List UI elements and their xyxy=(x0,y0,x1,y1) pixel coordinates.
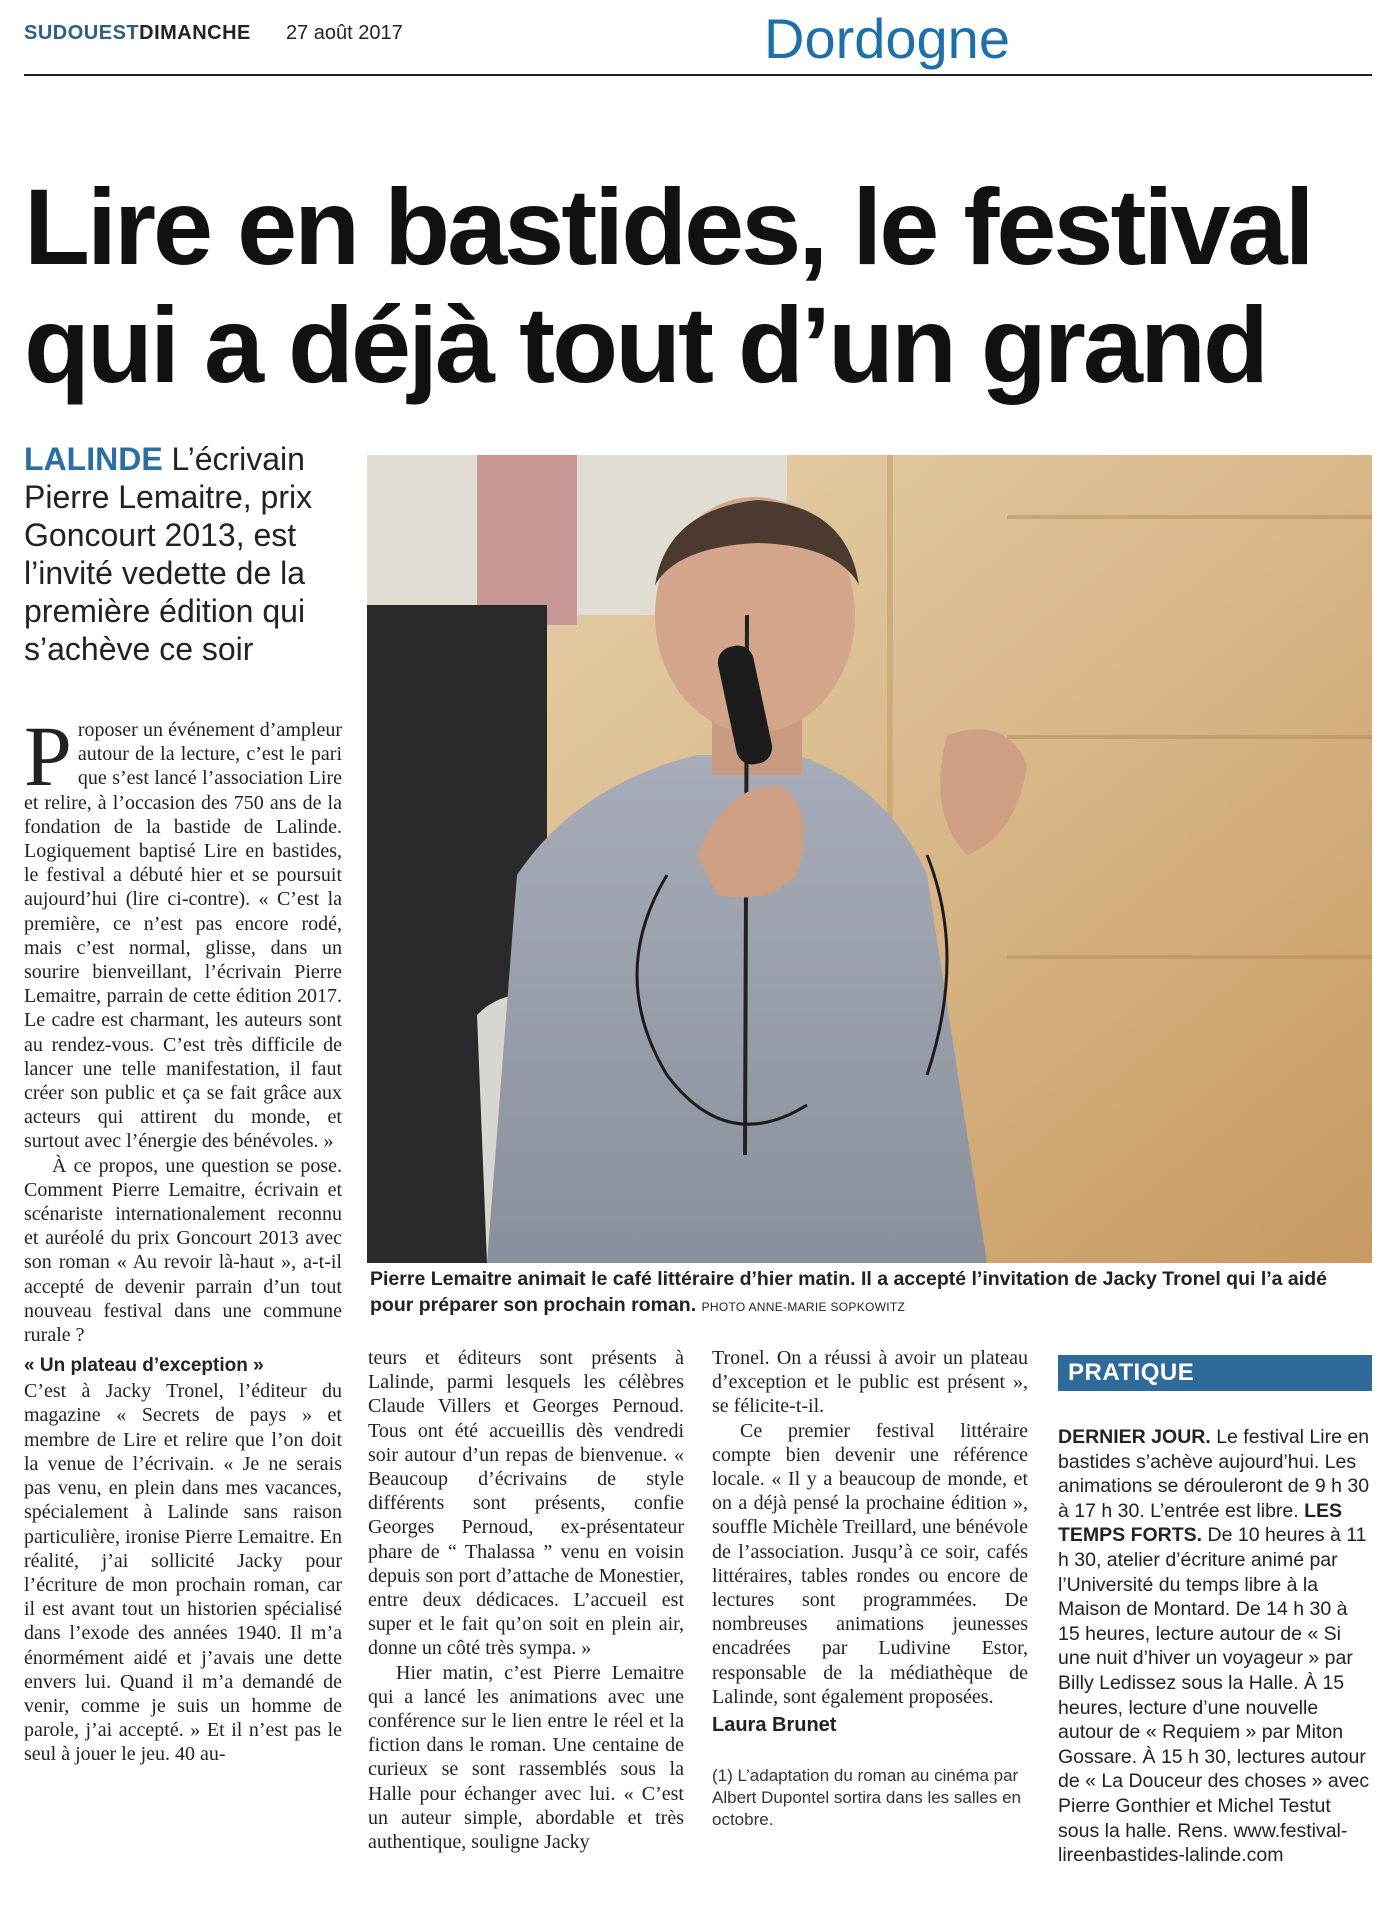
paragraph-7: Ce premier festival littéraire compte bien devenir une référence locale. « Il y a beaucoup de monde, et on a déjà pensé la prochaine édition », souffle Michèle Treillard, une bénévole de l’association. Jusqu’à ce soir, cafés littéraires, tables rondes ou encore de lectures sont programmées. De nombreuses animations jeunesses encadrées par Ludivine Estor, responsable de la médiathèque de Lalinde, sont également proposées. xyxy=(712,1419,1028,1708)
brand-name-part2: DIMANCHE xyxy=(139,22,251,44)
paragraph-3: C’est à Jacky Tronel, l’éditeur du magazine « Secrets de pays » et membre de Lire et relire que l’on doit la venue de l’écrivain. « Je ne serais pas venu, en plein dans mes vacances, spécialement à Lalinde sans raison particulière, ironise Pierre Lemaitre. En réalité, j’ai sollicité Jacky pour l’écriture de mon prochain roman, car il est avant tout un historien spécialisé dans l’exode des années 1940. Il m’a énormément aidé et j’avais une dette envers lui. Quand il m’a demandé de venir, comme je suis un homme de parole, j’ai accepté. » Et il n’est pas le seul à jouer le jeu. 40 au- xyxy=(24,1380,342,1766)
headline-line-1: Lire en bastides, le festival xyxy=(24,166,1312,287)
paragraph-4: teurs et éditeurs sont présents à Lalinde, parmi lesquels les célèbres Claude Villers et Georges Pernoud. Tous ont été accueillis dès vendredi soir autour d’un repas de bienvenue. « Beaucoup d’écrivains de style différents sont présents, confie Georges Pernoud, ex-présentateur phare de “ Thalassa ” venu en voisin depuis son port d’attache de Monestier, entre deux dédicaces. L’accueil est super et le fait qu’on soit en plein air, donne un côté très sympa. » xyxy=(368,1347,684,1660)
brand-name-part1: SUDOUEST xyxy=(24,22,140,44)
pratique-text-2: De 10 heures à 11 h 30, atelier d’écriture animé par l’Université du temps libre à la Maison de Montard. De 14 h 30 à 15 heures, lecture autour de « Si une nuit d’hiver un voyageur » par Billy Ledissez sous la Halle. À 15 heures, lecture d’une nouvelle autour de « Requiem » par Miton Gossare. À 15 h 30, lectures autour de « La Douceur des choses » avec Pierre Gonthier et Michel Testut sous la halle. Rens. www.festival-lireenbastides-lalinde.com xyxy=(1058,1524,1370,1867)
article-column-1 xyxy=(24,708,342,1767)
pratique-header: PRATIQUE xyxy=(1058,1355,1372,1391)
masthead xyxy=(24,8,1372,76)
article-column-3 xyxy=(712,1346,1028,1831)
paragraph-5: Hier matin, c’est Pierre Lemaitre qui a lancé les animations avec une conférence sur le lien entre le réel et la fiction dans le roman. Une centaine de curieux se sont rassemblés sous la Halle pour échanger avec lui. « C’est un auteur simple, abordable et très authentique, souligne Jacky xyxy=(368,1661,684,1854)
paragraph-1: roposer un événement d’ampleur autour de la lecture, c’est le pari que s’est lancé l’association Lire et relire, à l’occasion des 750 ans de la fondation de la bastide de Lalinde. Logiquement baptisé Lire en bastides, le festival a débuté hier et se poursuit aujourd’hui (lire ci-contre). « C’est la première, ce n’est pas encore rodé, mais c’est normal, glisse, dans un sourire bienveillant, l’écrivain Pierre Lemaitre, parrain de cette édition 2017. Le cadre est charmant, les auteurs sont au rendez-vous. C’est très difficile de lancer une telle manifestation, il faut créer son public et ça se fait grâce aux acteurs qui attirent du monde, et surtout avec l’énergie des bénévoles. » xyxy=(24,719,342,1153)
article-headline xyxy=(24,168,1372,404)
lede-text: L’écrivain Pierre Lemaitre, prix Goncourt 2013, est l’invité vedette de la première édition qui s’achève ce soir xyxy=(24,441,313,667)
pratique-box xyxy=(1058,1425,1372,1868)
dateline-place: LALINDE xyxy=(24,441,163,477)
newspaper-brand xyxy=(24,22,251,45)
paragraph-6: Tronel. On a réussi à avoir un plateau d’exception et le public est présent », se félicite-t-il. xyxy=(712,1347,1028,1418)
pratique-text-1: Le festival Lire en bastides s’achève aujourd’hui. Les animations se dérouleront de 9 h 30 à 17 h 30. L’entrée est libre. xyxy=(1058,1426,1370,1522)
pratique-heading-2: LES TEMPS FORTS. xyxy=(1058,1499,1343,1547)
section-title: Dordogne xyxy=(764,7,1010,70)
photo-credit: PHOTO ANNE-MARIE SOPKOWITZ xyxy=(701,1300,906,1314)
drop-cap: P xyxy=(24,708,72,804)
headline-line-2: qui a déjà tout d’un grand xyxy=(24,284,1266,405)
paragraph-2: À ce propos, une question se pose. Comment Pierre Lemaitre, écrivain et scénariste internationalement reconnu et auréolé du prix Goncourt 2013 avec son roman « Au revoir là-haut », a-t-il accepté de devenir parrain d’un tout nouveau festival dans une commune rurale ? xyxy=(24,1154,342,1347)
article-photo xyxy=(367,455,1372,1263)
photo-caption xyxy=(370,1266,1370,1320)
issue-date: 27 août 2017 xyxy=(286,22,403,44)
article-column-2 xyxy=(368,1346,684,1854)
article-lede xyxy=(24,440,364,668)
caption-text: Pierre Lemaitre animait le café littéraire d’hier matin. Il a accepté l’invitation de Jacky Tronel qui l’a aidé pour préparer son prochain roman. xyxy=(370,1268,1327,1316)
article-subhead: « Un plateau d’exception » xyxy=(24,1355,264,1377)
author-byline: Laura Brunet xyxy=(712,1714,837,1737)
footnote: (1) L’adaptation du roman au cinéma par Albert Dupontel sortira dans les salles en octobre. xyxy=(712,1766,1021,1830)
pratique-heading-1: DERNIER JOUR. xyxy=(1058,1426,1211,1448)
